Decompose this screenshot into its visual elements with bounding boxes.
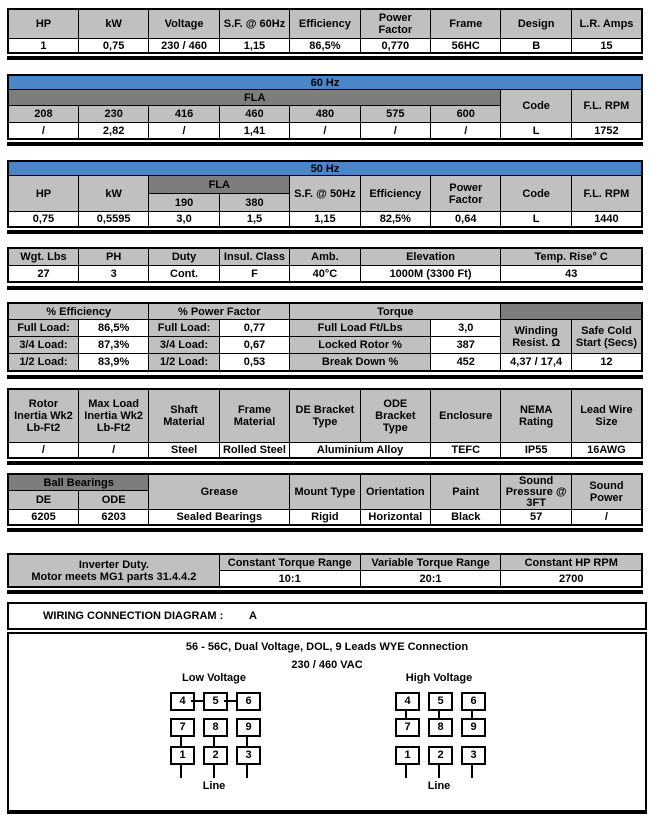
- header-hp: HP: [8, 176, 78, 212]
- header-orientation: Orientation: [360, 474, 430, 510]
- value-elevation: 1000M (3300 Ft): [360, 266, 501, 283]
- value-constant-hp-rpm: 2700: [501, 571, 642, 588]
- half-load-row: [8, 354, 642, 372]
- terminal-box-8: 8: [203, 718, 228, 737]
- wire-connector: [213, 735, 215, 746]
- value-frame: 56HC: [431, 39, 501, 54]
- label-pf-full-load: Full Load:: [149, 320, 219, 337]
- value-fla-208: /: [8, 123, 78, 140]
- spec-table: [7, 8, 643, 54]
- header-winding-resistance: Winding Resist. Ω: [501, 320, 571, 354]
- value-orientation: Horizontal: [360, 510, 430, 526]
- high-voltage-diagram: [395, 692, 483, 796]
- value-eff-full-load: 86,5%: [78, 320, 148, 337]
- wiring-diagram-code: A: [249, 610, 257, 622]
- value-pf-12-load: 0,53: [219, 354, 289, 372]
- terminal-box-2: 2: [203, 746, 228, 765]
- terminal-box-9: 9: [236, 718, 261, 737]
- title-60hz: 60 Hz: [8, 75, 642, 90]
- section-divider: [7, 528, 643, 532]
- value-torque-full-load: 3,0: [431, 320, 501, 337]
- header-ball-bearings: Ball Bearings: [8, 474, 149, 491]
- header-hp: HP: [8, 9, 78, 39]
- header-lead-wire: Lead Wire Size: [571, 389, 642, 443]
- table-header-row: [8, 90, 642, 106]
- terminal-box-8: 8: [428, 718, 453, 737]
- label-pf-34-load: 3/4 Load:: [149, 337, 219, 354]
- wiring-diagram-body: [7, 632, 647, 814]
- header-kw: kW: [78, 176, 148, 212]
- table-value-row: [8, 212, 642, 228]
- header-230v: 230: [78, 106, 148, 123]
- value-rotor-inertia: /: [8, 443, 78, 459]
- header-208v: 208: [8, 106, 78, 123]
- header-fl-rpm: F.L. RPM: [571, 176, 642, 212]
- header-power-factor: Power Factor: [431, 176, 501, 212]
- value-sound-power: /: [571, 510, 642, 526]
- header-kw: kW: [78, 9, 148, 39]
- inverter-duty-line2: Motor meets MG1 parts 31.4.4.2: [31, 570, 197, 583]
- header-power-factor: Power Factor: [360, 9, 430, 39]
- value-fla-416: /: [149, 123, 219, 140]
- header-190v: 190: [149, 194, 219, 212]
- table-50hz: [7, 160, 643, 228]
- full-load-row: [8, 320, 642, 337]
- value-nema-rating: IP55: [501, 443, 571, 459]
- inverter-duty-note: [8, 554, 219, 587]
- value-fla-230: 2,82: [78, 123, 148, 140]
- header-efficiency: Efficiency: [290, 9, 360, 39]
- header-ambient: Amb.: [290, 248, 360, 266]
- line-label: Line: [427, 780, 451, 792]
- line-lead: [438, 763, 440, 778]
- wiring-subtitle: 56 - 56C, Dual Voltage, DOL, 9 Leads WYE Connection: [185, 641, 469, 653]
- table-value-row: [8, 266, 642, 283]
- label-eff-full-load: Full Load:: [8, 320, 78, 337]
- header-frame: Frame: [431, 9, 501, 39]
- header-de: DE: [8, 491, 78, 510]
- terminal-box-5: 5: [428, 692, 453, 711]
- section-divider: [7, 230, 643, 234]
- value-safe-cold-start: 12: [571, 354, 642, 372]
- value-sound-pressure: 57: [501, 510, 571, 526]
- value-break-down: 452: [431, 354, 501, 372]
- blank-header-cell: [501, 303, 642, 320]
- table-value-row: [8, 39, 642, 54]
- table-header-row: [8, 248, 642, 266]
- label-pf-12-load: 1/2 Load:: [149, 354, 219, 372]
- low-voltage-diagram: [170, 692, 258, 796]
- value-efficiency: 82,5%: [360, 212, 430, 228]
- low-voltage-label: Low Voltage: [182, 672, 246, 684]
- header-constant-hp-rpm: Constant HP RPM: [501, 554, 642, 571]
- table-header-row: [8, 9, 642, 39]
- header-temp-rise: Temp. Rise° C: [501, 248, 642, 266]
- value-max-load-inertia: /: [78, 443, 148, 459]
- header-lr-amps: L.R. Amps: [571, 9, 642, 39]
- value-de-bearing: 6205: [8, 510, 78, 526]
- table-title-row: [8, 161, 642, 176]
- header-sf-60hz: S.F. @ 60Hz: [219, 9, 289, 39]
- terminal-box-6: 6: [236, 692, 261, 711]
- value-constant-torque: 10:1: [219, 571, 360, 588]
- value-fla-380: 1,5: [219, 212, 289, 228]
- value-kw: 0,75: [78, 39, 148, 54]
- inverter-table: [7, 553, 643, 588]
- value-enclosure: TEFC: [431, 443, 501, 459]
- wire-connector: [471, 709, 473, 718]
- wire-connector: [191, 700, 203, 702]
- value-pf-34-load: 0,67: [219, 337, 289, 354]
- header-ode: ODE: [78, 491, 148, 510]
- wire-connector: [224, 700, 236, 702]
- value-bracket-material: Aluminium Alloy: [290, 443, 431, 459]
- header-fla: FLA: [8, 90, 501, 106]
- terminal-box-4: 4: [170, 692, 195, 711]
- header-code: Code: [501, 176, 571, 212]
- value-ambient: 40°C: [290, 266, 360, 283]
- header-nema-rating: NEMA Rating: [501, 389, 571, 443]
- table-header-row: [8, 554, 642, 571]
- header-sound-power: Sound Power: [571, 474, 642, 510]
- wiring-voltage-subtitle: 230 / 460 VAC: [291, 659, 363, 671]
- value-kw: 0,5595: [78, 212, 148, 228]
- header-grease: Grease: [149, 474, 290, 510]
- section-divider: [7, 375, 643, 379]
- value-lead-wire: 16AWG: [571, 443, 642, 459]
- table-60hz: [7, 74, 643, 140]
- header-paint: Paint: [431, 474, 501, 510]
- value-weight: 27: [8, 266, 78, 283]
- value-frame-material: Rolled Steel: [219, 443, 289, 459]
- wire-connector: [405, 709, 407, 718]
- table-value-row: [8, 123, 642, 140]
- header-shaft-material: Shaft Material: [149, 389, 219, 443]
- table-value-row: [8, 443, 642, 459]
- value-code: L: [501, 123, 571, 140]
- value-ph: 3: [78, 266, 148, 283]
- header-sound-pressure: Sound Pressure @ 3FT: [501, 474, 571, 510]
- value-locked-rotor: 387: [431, 337, 501, 354]
- value-code: L: [501, 212, 571, 228]
- value-power-factor: 0,770: [360, 39, 430, 54]
- header-rotor-inertia: Rotor Inertia Wk2 Lb-Ft2: [8, 389, 78, 443]
- line-lead: [471, 763, 473, 778]
- value-fla-460: 1,41: [219, 123, 289, 140]
- table-header-row: [8, 389, 642, 443]
- section-divider: [7, 461, 643, 465]
- wire-connector: [180, 735, 182, 746]
- terminal-box-9: 9: [461, 718, 486, 737]
- header-insul-class: Insul. Class: [219, 248, 289, 266]
- value-mount-type: Rigid: [290, 510, 360, 526]
- high-voltage-label: High Voltage: [405, 672, 473, 684]
- value-insul-class: F: [219, 266, 289, 283]
- header-variable-torque: Variable Torque Range: [360, 554, 501, 571]
- header-460v: 460: [219, 106, 289, 123]
- header-safe-cold-start: Safe Cold Start (Secs): [571, 320, 642, 354]
- terminal-box-2: 2: [428, 746, 453, 765]
- table-title-row: [8, 75, 642, 90]
- bearings-table: [7, 473, 643, 526]
- header-enclosure: Enclosure: [431, 389, 501, 443]
- header-frame-material: Frame Material: [219, 389, 289, 443]
- table-value-row: [8, 510, 642, 526]
- header-fla: FLA: [149, 176, 290, 194]
- header-power-factor-group: % Power Factor: [149, 303, 290, 320]
- header-duty: Duty: [149, 248, 219, 266]
- value-ode-bearing: 6203: [78, 510, 148, 526]
- value-hp: 1: [8, 39, 78, 54]
- header-design: Design: [501, 9, 571, 39]
- value-fl-rpm: 1752: [571, 123, 642, 140]
- header-600v: 600: [431, 106, 501, 123]
- terminal-box-6: 6: [461, 692, 486, 711]
- value-temp-rise: 43: [501, 266, 642, 283]
- header-voltage: Voltage: [149, 9, 219, 39]
- header-de-bracket: DE Bracket Type: [290, 389, 360, 443]
- header-575v: 575: [360, 106, 430, 123]
- general-table: [7, 247, 643, 283]
- wire-connector: [246, 735, 248, 746]
- header-elevation: Elevation: [360, 248, 501, 266]
- header-efficiency: Efficiency: [360, 176, 430, 212]
- header-ode-bracket: ODE Bracket Type: [360, 389, 430, 443]
- performance-table: [7, 302, 643, 372]
- value-winding-resistance: 4,37 / 17,4: [501, 354, 571, 372]
- label-torque-full-load: Full Load Ft/Lbs: [290, 320, 431, 337]
- value-fla-190: 3,0: [149, 212, 219, 228]
- header-ph: PH: [78, 248, 148, 266]
- table-header-row: [8, 303, 642, 320]
- value-eff-12-load: 83,9%: [78, 354, 148, 372]
- terminal-box-7: 7: [395, 718, 420, 737]
- value-fla-575: /: [360, 123, 430, 140]
- value-sf-60hz: 1,15: [219, 39, 289, 54]
- title-50hz: 50 Hz: [8, 161, 642, 176]
- header-416v: 416: [149, 106, 219, 123]
- value-pf-full-load: 0,77: [219, 320, 289, 337]
- line-lead: [180, 763, 182, 778]
- section-divider: [7, 56, 643, 60]
- label-break-down: Break Down %: [290, 354, 431, 372]
- header-torque-group: Torque: [290, 303, 501, 320]
- value-lr-amps: 15: [571, 39, 642, 54]
- value-fla-600: /: [431, 123, 501, 140]
- header-constant-torque: Constant Torque Range: [219, 554, 360, 571]
- terminal-box-4: 4: [395, 692, 420, 711]
- value-voltage: 230 / 460: [149, 39, 219, 54]
- wiring-diagram-title: WIRING CONNECTION DIAGRAM :: [43, 610, 224, 622]
- header-weight: Wgt. Lbs: [8, 248, 78, 266]
- label-eff-12-load: 1/2 Load:: [8, 354, 78, 372]
- header-fl-rpm: F.L. RPM: [571, 90, 642, 123]
- terminal-box-3: 3: [236, 746, 261, 765]
- header-max-load-inertia: Max Load Inertia Wk2 Lb-Ft2: [78, 389, 148, 443]
- value-duty: Cont.: [149, 266, 219, 283]
- line-lead: [405, 763, 407, 778]
- section-divider: [7, 590, 643, 594]
- table-header-row: [8, 474, 642, 491]
- construction-table: [7, 388, 643, 459]
- terminal-box-1: 1: [395, 746, 420, 765]
- value-grease: Sealed Bearings: [149, 510, 290, 526]
- header-code: Code: [501, 90, 571, 123]
- terminal-box-5: 5: [203, 692, 228, 711]
- line-lead: [246, 763, 248, 778]
- header-efficiency-group: % Efficiency: [8, 303, 149, 320]
- value-shaft-material: Steel: [149, 443, 219, 459]
- value-design: B: [501, 39, 571, 54]
- value-variable-torque: 20:1: [360, 571, 501, 588]
- header-480v: 480: [290, 106, 360, 123]
- wiring-diagram-header: [7, 602, 647, 630]
- section-divider: [7, 142, 643, 146]
- value-sf-50hz: 1,15: [290, 212, 360, 228]
- inverter-duty-line1: Inverter Duty.: [78, 558, 149, 571]
- header-mount-type: Mount Type: [290, 474, 360, 510]
- value-hp: 0,75: [8, 212, 78, 228]
- value-paint: Black: [431, 510, 501, 526]
- value-power-factor: 0,64: [431, 212, 501, 228]
- terminal-box-1: 1: [170, 746, 195, 765]
- line-label: Line: [202, 780, 226, 792]
- line-lead: [213, 763, 215, 778]
- header-sf-50hz: S.F. @ 50Hz: [290, 176, 360, 212]
- value-eff-34-load: 87,3%: [78, 337, 148, 354]
- wire-connector: [438, 709, 440, 718]
- header-380v: 380: [219, 194, 289, 212]
- value-fl-rpm: 1440: [571, 212, 642, 228]
- label-locked-rotor: Locked Rotor %: [290, 337, 431, 354]
- value-fla-480: /: [290, 123, 360, 140]
- value-efficiency: 86,5%: [290, 39, 360, 54]
- table-header-row: [8, 176, 642, 194]
- terminal-box-7: 7: [170, 718, 195, 737]
- section-divider: [7, 286, 643, 290]
- terminal-box-3: 3: [461, 746, 486, 765]
- label-eff-34-load: 3/4 Load:: [8, 337, 78, 354]
